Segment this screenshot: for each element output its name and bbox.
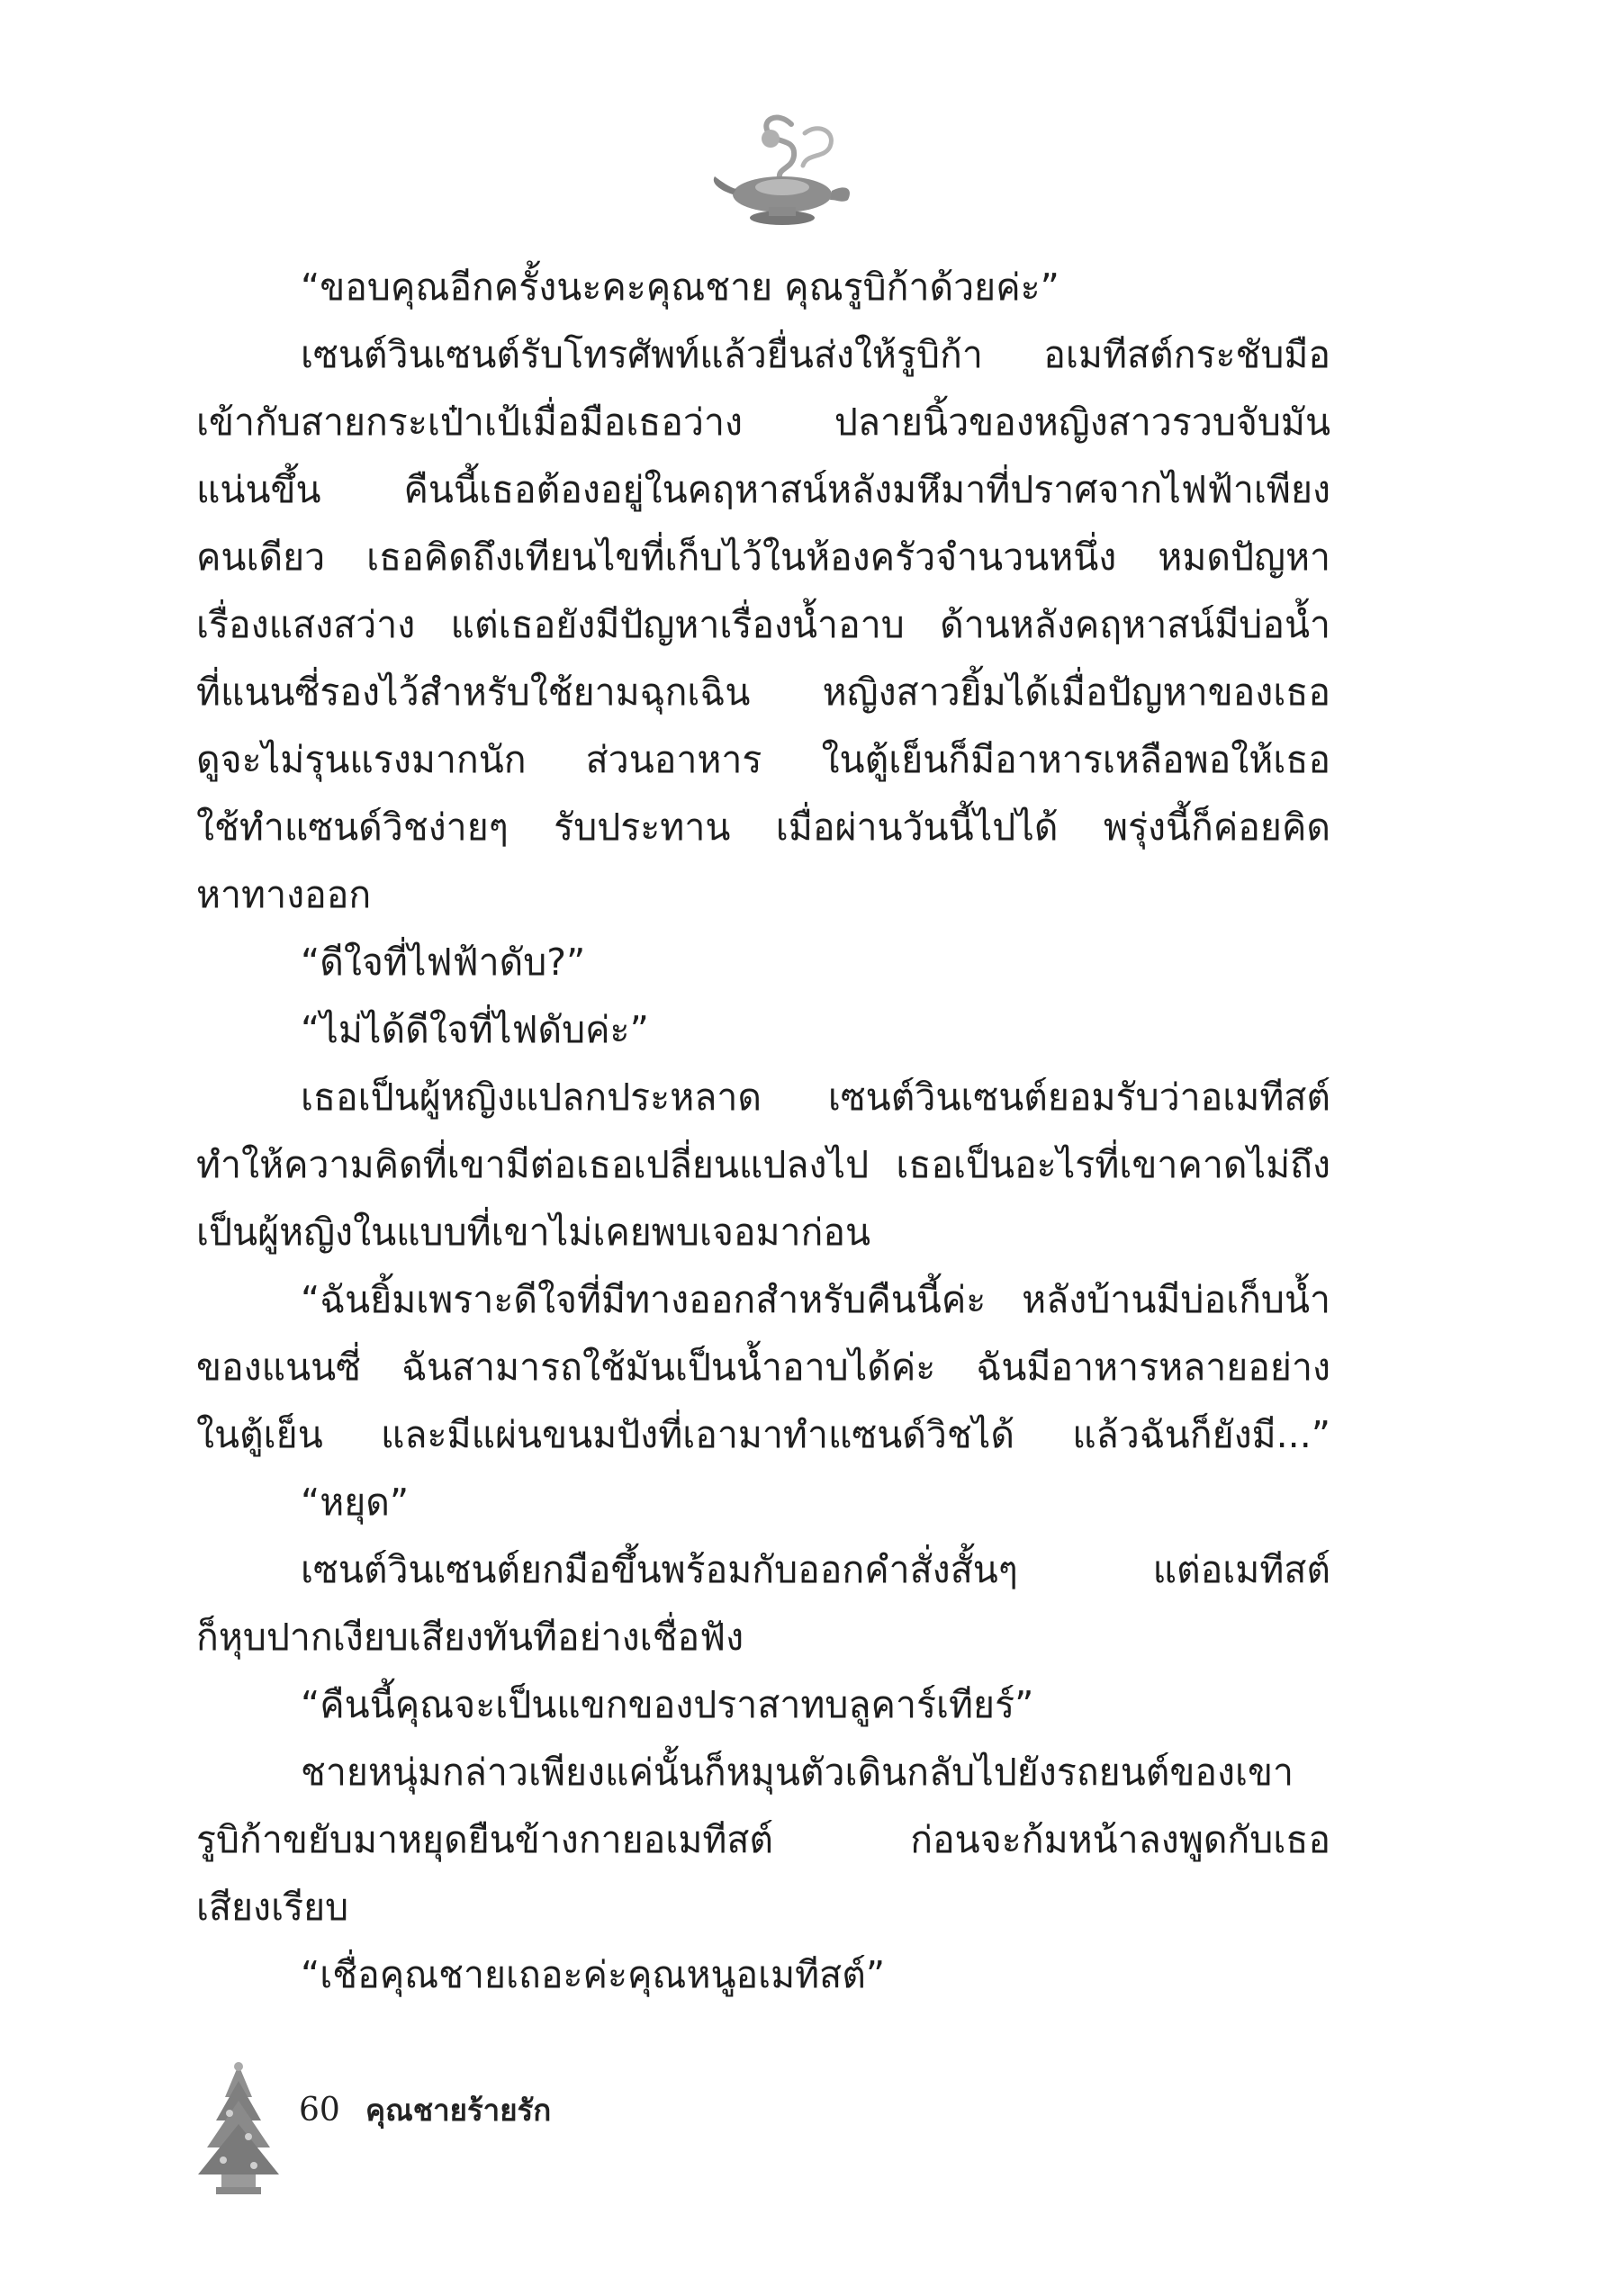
christmas-tree-icon	[189, 2061, 288, 2196]
text-line: เรื่องแสงสว่าง แต่เธอยังมีปัญหาเรื่องน้ำอาบ ด้านหลังคฤหาสน์มีบ่อน้ำ	[196, 603, 1330, 646]
text-line: ชายหนุ่มกล่าวเพียงแค่นั้นก็หมุนตัวเดินกลับไปยังรถยนต์ของเขา	[301, 1751, 1294, 1794]
text-line: หาทางออก	[196, 873, 372, 916]
text-line: ที่แนนซี่รองไว้สำหรับใช้ยามฉุกเฉิน หญิงสาวยิ้มได้เมื่อปัญหาของเธอ	[196, 671, 1330, 714]
body-text	[196, 254, 1330, 2009]
text-line: ในตู้เย็น และมีแผ่นขนมปังที่เอามาทำแซนด์วิชได้ แล้วฉันก็ยังมี...”	[196, 1413, 1330, 1456]
text-line: รูบิก้าขยับมาหยุดยืนข้างกายอเมทีสต์ ก่อนจะก้มหน้าลงพูดกับเธอ	[196, 1818, 1330, 1861]
text-line: ก็หุบปากเงียบเสียงทันทีอย่างเชื่อฟัง	[196, 1616, 744, 1659]
text-line: ของแนนซี่ ฉันสามารถใช้มันเป็นน้ำอาบได้ค่ะ ฉันมีอาหารหลายอย่าง	[196, 1346, 1330, 1389]
text-line: เป็นผู้หญิงในแบบที่เขาไม่เคยพบเจอมาก่อน	[196, 1211, 871, 1254]
text-line: ทำให้ความคิดที่เขามีต่อเธอเปลี่ยนแปลงไป เธอเป็นอะไรที่เขาคาดไม่ถึง	[196, 1143, 1330, 1186]
text-line: ดูจะไม่รุนแรงมากนัก ส่วนอาหาร ในตู้เย็นก็มีอาหารเหลือพอให้เธอ	[196, 738, 1330, 781]
text-line: เข้ากับสายกระเป๋าเป้เมื่อมือเธอว่าง ปลายนิ้วของหญิงสาวรวบจับมัน	[196, 401, 1330, 444]
text-line: “ดีใจที่ไฟฟ้าดับ?”	[301, 941, 586, 984]
text-line: “ไม่ได้ดีใจที่ไฟดับค่ะ”	[301, 1008, 649, 1051]
text-line: คนเดียว เธอคิดถึงเทียนไขที่เก็บไว้ในห้องครัวจำนวนหนึ่ง หมดปัญหา	[196, 536, 1330, 579]
text-line: “เชื่อคุณชายเถอะค่ะคุณหนูอเมทีสต์”	[301, 1953, 886, 1996]
text-line: “ฉันยิ้มเพราะดีใจที่มีทางออกสำหรับคืนนี้ค่ะ หลังบ้านมีบ่อเก็บน้ำ	[301, 1278, 1330, 1321]
text-line: เซนต์วินเซนต์ยกมือขึ้นพร้อมกับออกคำสั่งสั้นๆ แต่อเมทีสต์	[301, 1548, 1330, 1591]
page-number: 60	[299, 2092, 340, 2129]
book-title: คุณชายร้ายรัก	[365, 2093, 552, 2128]
page-footer	[189, 2061, 729, 2196]
text-line: เสียงเรียบ	[196, 1886, 349, 1929]
text-line: “คืนนี้คุณจะเป็นแขกของปราสาทบลูคาร์เทียร์”	[301, 1683, 1034, 1726]
text-line: “หยุด”	[301, 1481, 410, 1524]
genie-lamp-icon	[706, 106, 859, 232]
text-line: เธอเป็นผู้หญิงแปลกประหลาด เซนต์วินเซนต์ยอมรับว่าอเมทีสต์	[301, 1076, 1330, 1119]
text-line: แน่นขึ้น คืนนี้เธอต้องอยู่ในคฤหาสน์หลังมหึมาที่ปราศจากไฟฟ้าเพียง	[196, 468, 1330, 511]
text-line: “ขอบคุณอีกครั้งนะคะคุณชาย คุณรูบิก้าด้วยค่ะ”	[301, 266, 1059, 309]
text-line: เซนต์วินเซนต์รับโทรศัพท์แล้วยื่นส่งให้รูบิก้า อเมทีสต์กระชับมือ	[301, 333, 1330, 376]
text-line: ใช้ทำแซนด์วิชง่ายๆ รับประทาน เมื่อผ่านวันนี้ไปได้ พรุ่งนี้ก็ค่อยคิด	[196, 806, 1330, 849]
